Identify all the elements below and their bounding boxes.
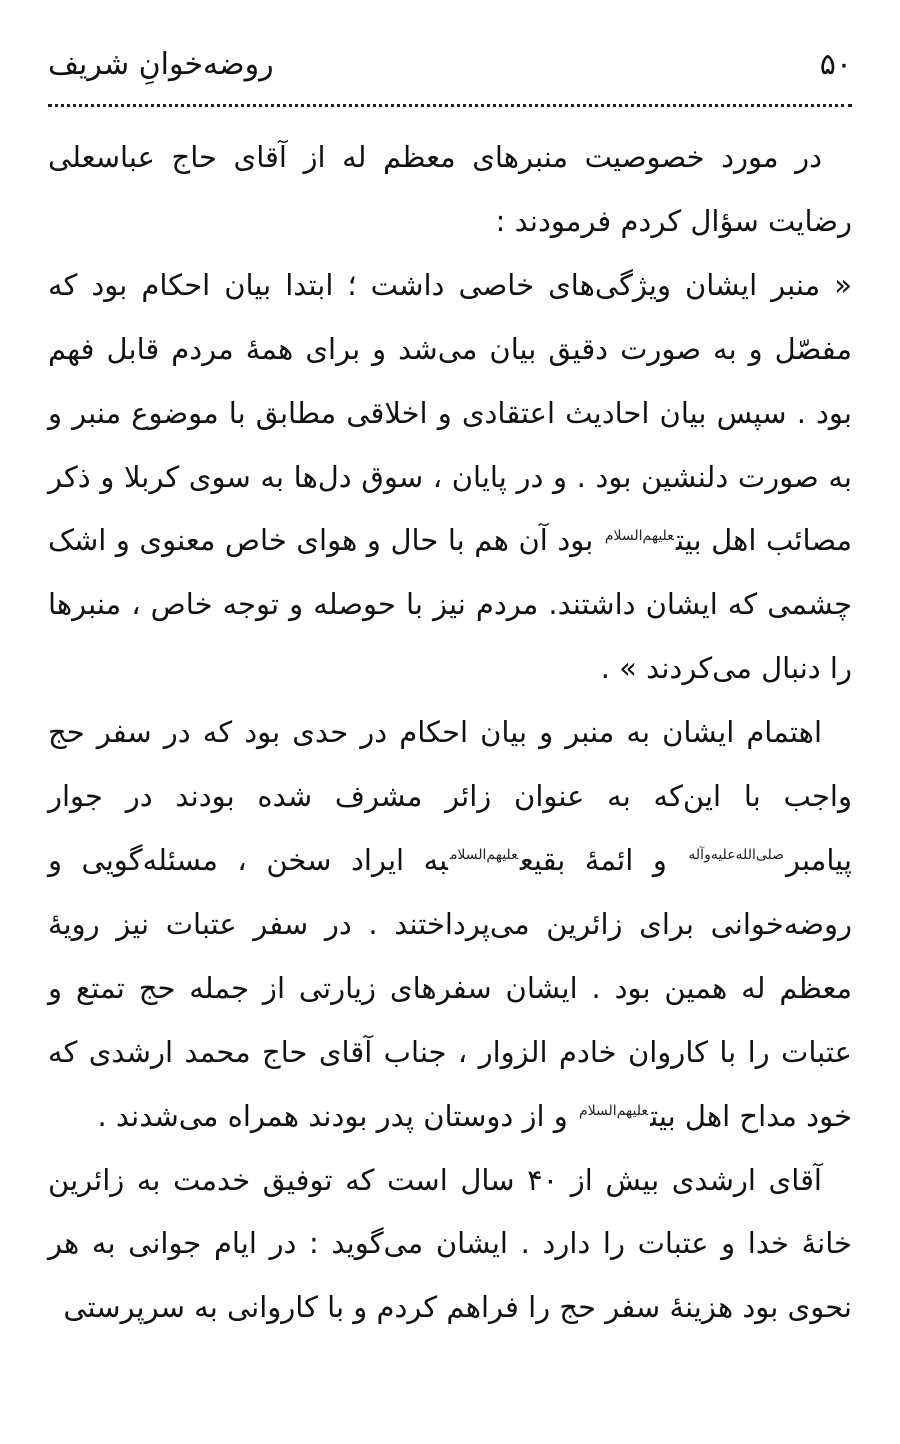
book-page (48, 0, 852, 1444)
page-header (48, 40, 852, 90)
paragraph-2-continuation: بود آن هم با حال و هوای خاص معنوی و اشک چشمی که ایشان داشتند. مردم نیز با حوصله و توجه خاص ، منبرها را دنبال می‌کردند » . (48, 523, 852, 686)
paragraph-3 (48, 701, 852, 1148)
paragraph-3-continuation-3: و از دوستان پدر بودند همراه می‌شدند . (97, 1098, 568, 1133)
header-divider (48, 104, 852, 107)
paragraph-2-quote (48, 254, 852, 701)
paragraph-4 (48, 1149, 852, 1341)
paragraph-3-text: اهتمام ایشان به منبر و بیان احکام در حدی بود که در سفر حج واجب با این‌که به عنوان زائر مشرف شده بودند در جوار پیامبر (48, 715, 852, 877)
running-title: روضه‌خوانِ شریف (48, 47, 274, 82)
paragraph-4-text: آقای ارشدی بیش از ۴۰ سال است که توفیق خدمت به زائرین خانهٔ خدا و عتبات را دارد . ایشان می‌گوید : در ایام جوانی به هر نحوی بود هزینهٔ سفر حج را فراهم کردم و با کاروانی به سرپرستی (48, 1162, 852, 1325)
body-text (48, 126, 852, 1340)
honorific-ahl-bayt: علیهم‌السلام (604, 527, 674, 544)
paragraph-3-continuation-1: و ائمهٔ بقیع (519, 842, 667, 877)
honorific-ahl-bayt: علیهم‌السلام (449, 847, 518, 864)
paragraph-2-text: « منبر ایشان ویژگی‌های خاصی داشت ؛ ابتدا بیان احکام بود که مفصّل و به صورت دقیق بیان می‌شد و برای همهٔ مردم قابل فهم بود . سپس بیان احادیث اعتقادی و اخلاقی مطابق با موضوع منبر و به صورت دلنشین بود . و در پایان ، سوق دل‌ها به سوی کربلا و ذکر مصائب اهل بیت (48, 267, 853, 558)
honorific-prophet: صلی‌الله‌علیه‌وآله (688, 847, 785, 864)
honorific-ahl-bayt: علیهم‌السلام (579, 1102, 649, 1119)
paragraph-1-text: در مورد خصوصیت منبرهای معظم له از آقای حاج عباسعلی رضایت سؤال کردم فرمودند : (48, 140, 852, 238)
paragraph-3-continuation-2: به ایراد سخن ، مسئله‌گویی و روضه‌خوانی برای زائرین می‌پرداختند . در سفر عتبات نیز رویهٔ معظم له همین بود . ایشان سفرهای زیارتی از جمله حج تمتع و عتبات را با کاروان خادم الزوار ، جناب آقای حاج محمد ارشدی که خود مداح اهل بیت (48, 842, 852, 1133)
page-number: ۵۰ (819, 47, 852, 82)
paragraph-1 (48, 126, 852, 254)
